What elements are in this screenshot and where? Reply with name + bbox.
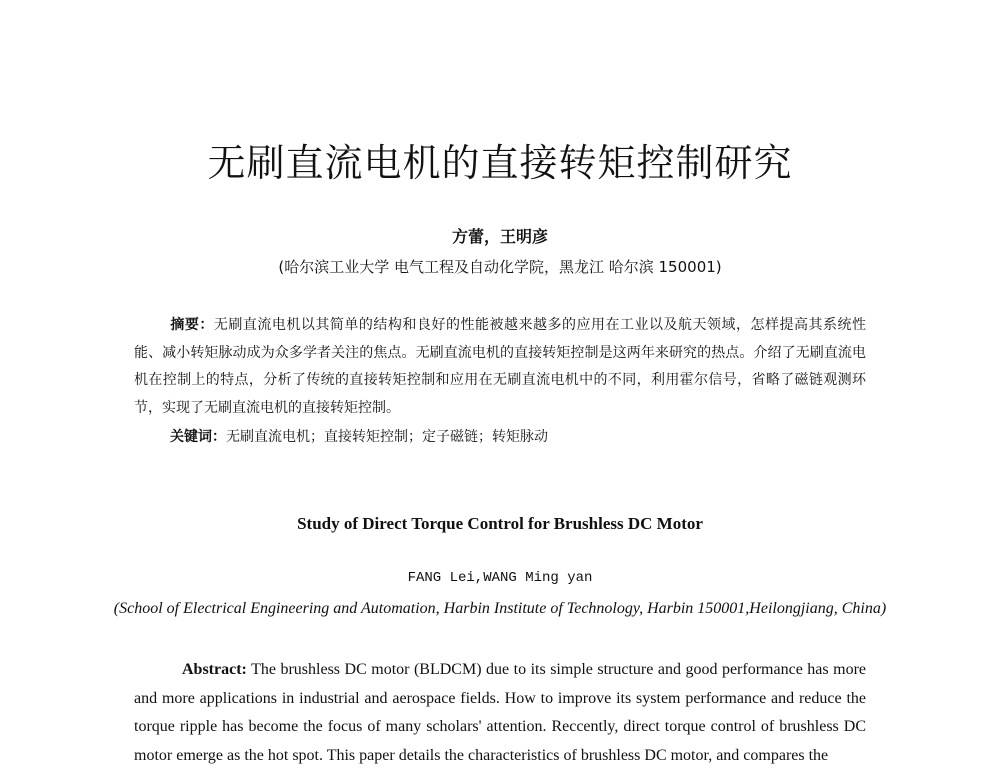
english-abstract-text: The brushless DC motor (BLDCM) due to its simple structure and good performance has more and more applications in industrial and aerospace fields. How to improve its system performance and reduce the torque ripple has become the focus of many scholars' attention. Reccently, direct torque control of brushless DC motor emerge as the hot spot. This paper details the characteristics of brushless DC motor, and compares the <box>134 661 866 764</box>
chinese-affiliation: (哈尔滨工业大学 电气工程及自动化学院，黑龙江 哈尔滨 150001) <box>278 258 722 276</box>
english-title: Study of Direct Torque Control for Brushless DC Motor <box>297 514 703 533</box>
english-abstract-label: Abstract: <box>182 661 247 678</box>
english-authors: FANG Lei,WANG Ming yan <box>407 570 593 586</box>
english-affiliation: (School of Electrical Engineering and Automation, Harbin Institute of Technology, Harbin 150001,Heilongjiang, China) <box>113 600 887 617</box>
chinese-authors: 方蕾，王明彦 <box>451 227 548 246</box>
chinese-keywords <box>170 426 870 446</box>
chinese-title: 无刷直流电机的直接转矩控制研究 <box>207 141 793 185</box>
chinese-keywords-label: 关键词： <box>170 429 226 445</box>
chinese-keywords-text: 无刷直流电机；直接转矩控制；定子磁链；转矩脉动 <box>226 429 548 445</box>
chinese-abstract-text: 无刷直流电机以其简单的结构和良好的性能被越来越多的应用在工业以及航天领域，怎样提高其系统性能、减小转矩脉动成为众多学者关注的焦点。无刷直流电机的直接转矩控制是这两年来研究的热点。介绍了无刷直流电机在控制上的特点，分析了传统的直接转矩控制和应用在无刷直流电机中的不同，利用霍尔信号，省略了磁链观测环节，实现了无刷直流电机的直接转矩控制。 <box>134 317 867 416</box>
chinese-abstract-label: 摘要： <box>170 317 214 333</box>
english-abstract <box>134 656 866 770</box>
chinese-abstract <box>134 312 866 422</box>
